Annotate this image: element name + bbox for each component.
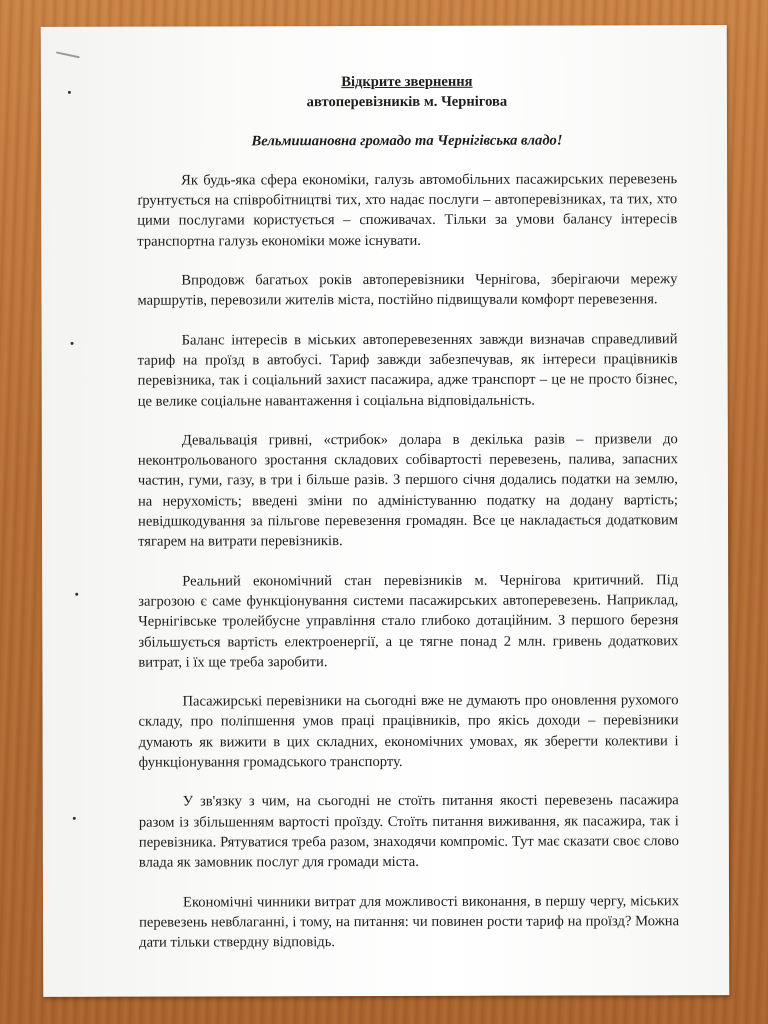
paragraph-5: Реальний економічний стан перевізників м. Чернігова критичний. Під загрозою є саме функціонування системи пасажирських автоперевезень. Наприклад, Чернігівське тролейбусне управління стало глибоко дотаційним. З першого березня збільшується вартість електроенергії, а це тягне понад 2 млн. гривень додаткових витрат, і їх ще треба заробити. xyxy=(138,571,679,671)
paragraph-2: Впродовж багатьох років автоперевізники Чернігова, зберігаючи мережу маршрутів, перевозили жителів міста, постійно підвищували комфорт перевезення. xyxy=(137,271,678,310)
paper-sheet xyxy=(41,25,730,997)
paper-dot-mark xyxy=(68,91,71,94)
document-subtitle: автоперевізників м. Чернігова xyxy=(306,93,508,111)
document-title: Відкрите звернення xyxy=(341,73,473,91)
paragraph-1: Як будь-яка сфера економіки, галузь автомобільних пасажирських перевезень ґрунтується на співробітництві тих, хто надає послуги – автоперевізниках, та тих, хто цими послугами користується – споживачах. Тільки за умови балансу інтересів транспортна галузь економіки може існувати. xyxy=(137,171,678,250)
paragraph-8: Економічні чинники витрат для можливості виконання, в першу чергу, міських перевезень невблаганні, і тому, на питання: чи повинен рости тариф на проїзд? Можна дати тільки ствердну відповідь. xyxy=(139,892,680,951)
paragraph-3: Баланс інтересів в міських автоперевезеннях завжди визначав справедливий тариф на проїзд в автобусі. Тариф завжди забезпечував, як інтереси працівників перевізника, так і соціальний захист пасажира, адже транспорт – це не просто бізнес, це велике соціальне навантаження і соціальна відповідальність. xyxy=(137,330,678,410)
letter-body xyxy=(137,71,679,972)
paper-dot-mark xyxy=(73,817,76,820)
paragraph-7: У зв'язку з чим, на сьогодні не стоїть питання якості перевезень пасажира разом із збільшенням вартості проїзду. Стоїть питання виживання, як пасажира, так і перевізника. Рятуватися треба разом, знаходячи компроміс. Тут має сказати своє слово влада як замовник послуг для громади міста. xyxy=(138,792,679,871)
paragraph-4: Девальвація гривні, «стрибок» долара в декілька разів – призвели до неконтрольованого зростання складових собівартості перевезень, палива, запасних частин, гуми, газу, в три і більше разів. З першого січня додались податки на землю, на нерухомість; введені зміни по адміністуванню податку на додану вартість; невідшкодування за пільгове перевезення громадян. Все це накладається додатковим тягарем на витрати перевізників. xyxy=(137,431,679,550)
paragraph-6: Пасажирські перевізники на сьогодні вже не думають про оновлення рухомого складу, про поліпшення умов праці працівників, про якісь доходи – перевізники думають як вижити в цих складних, економічних умовах, як зберегти колективи і функціонування громадського транспорту. xyxy=(138,692,679,771)
paper-dot-mark xyxy=(71,342,74,345)
staple-mark xyxy=(56,51,80,58)
salutation: Вельмишановна громадо та Чернігівська владо! xyxy=(251,132,563,149)
paper-dot-mark xyxy=(75,593,78,596)
